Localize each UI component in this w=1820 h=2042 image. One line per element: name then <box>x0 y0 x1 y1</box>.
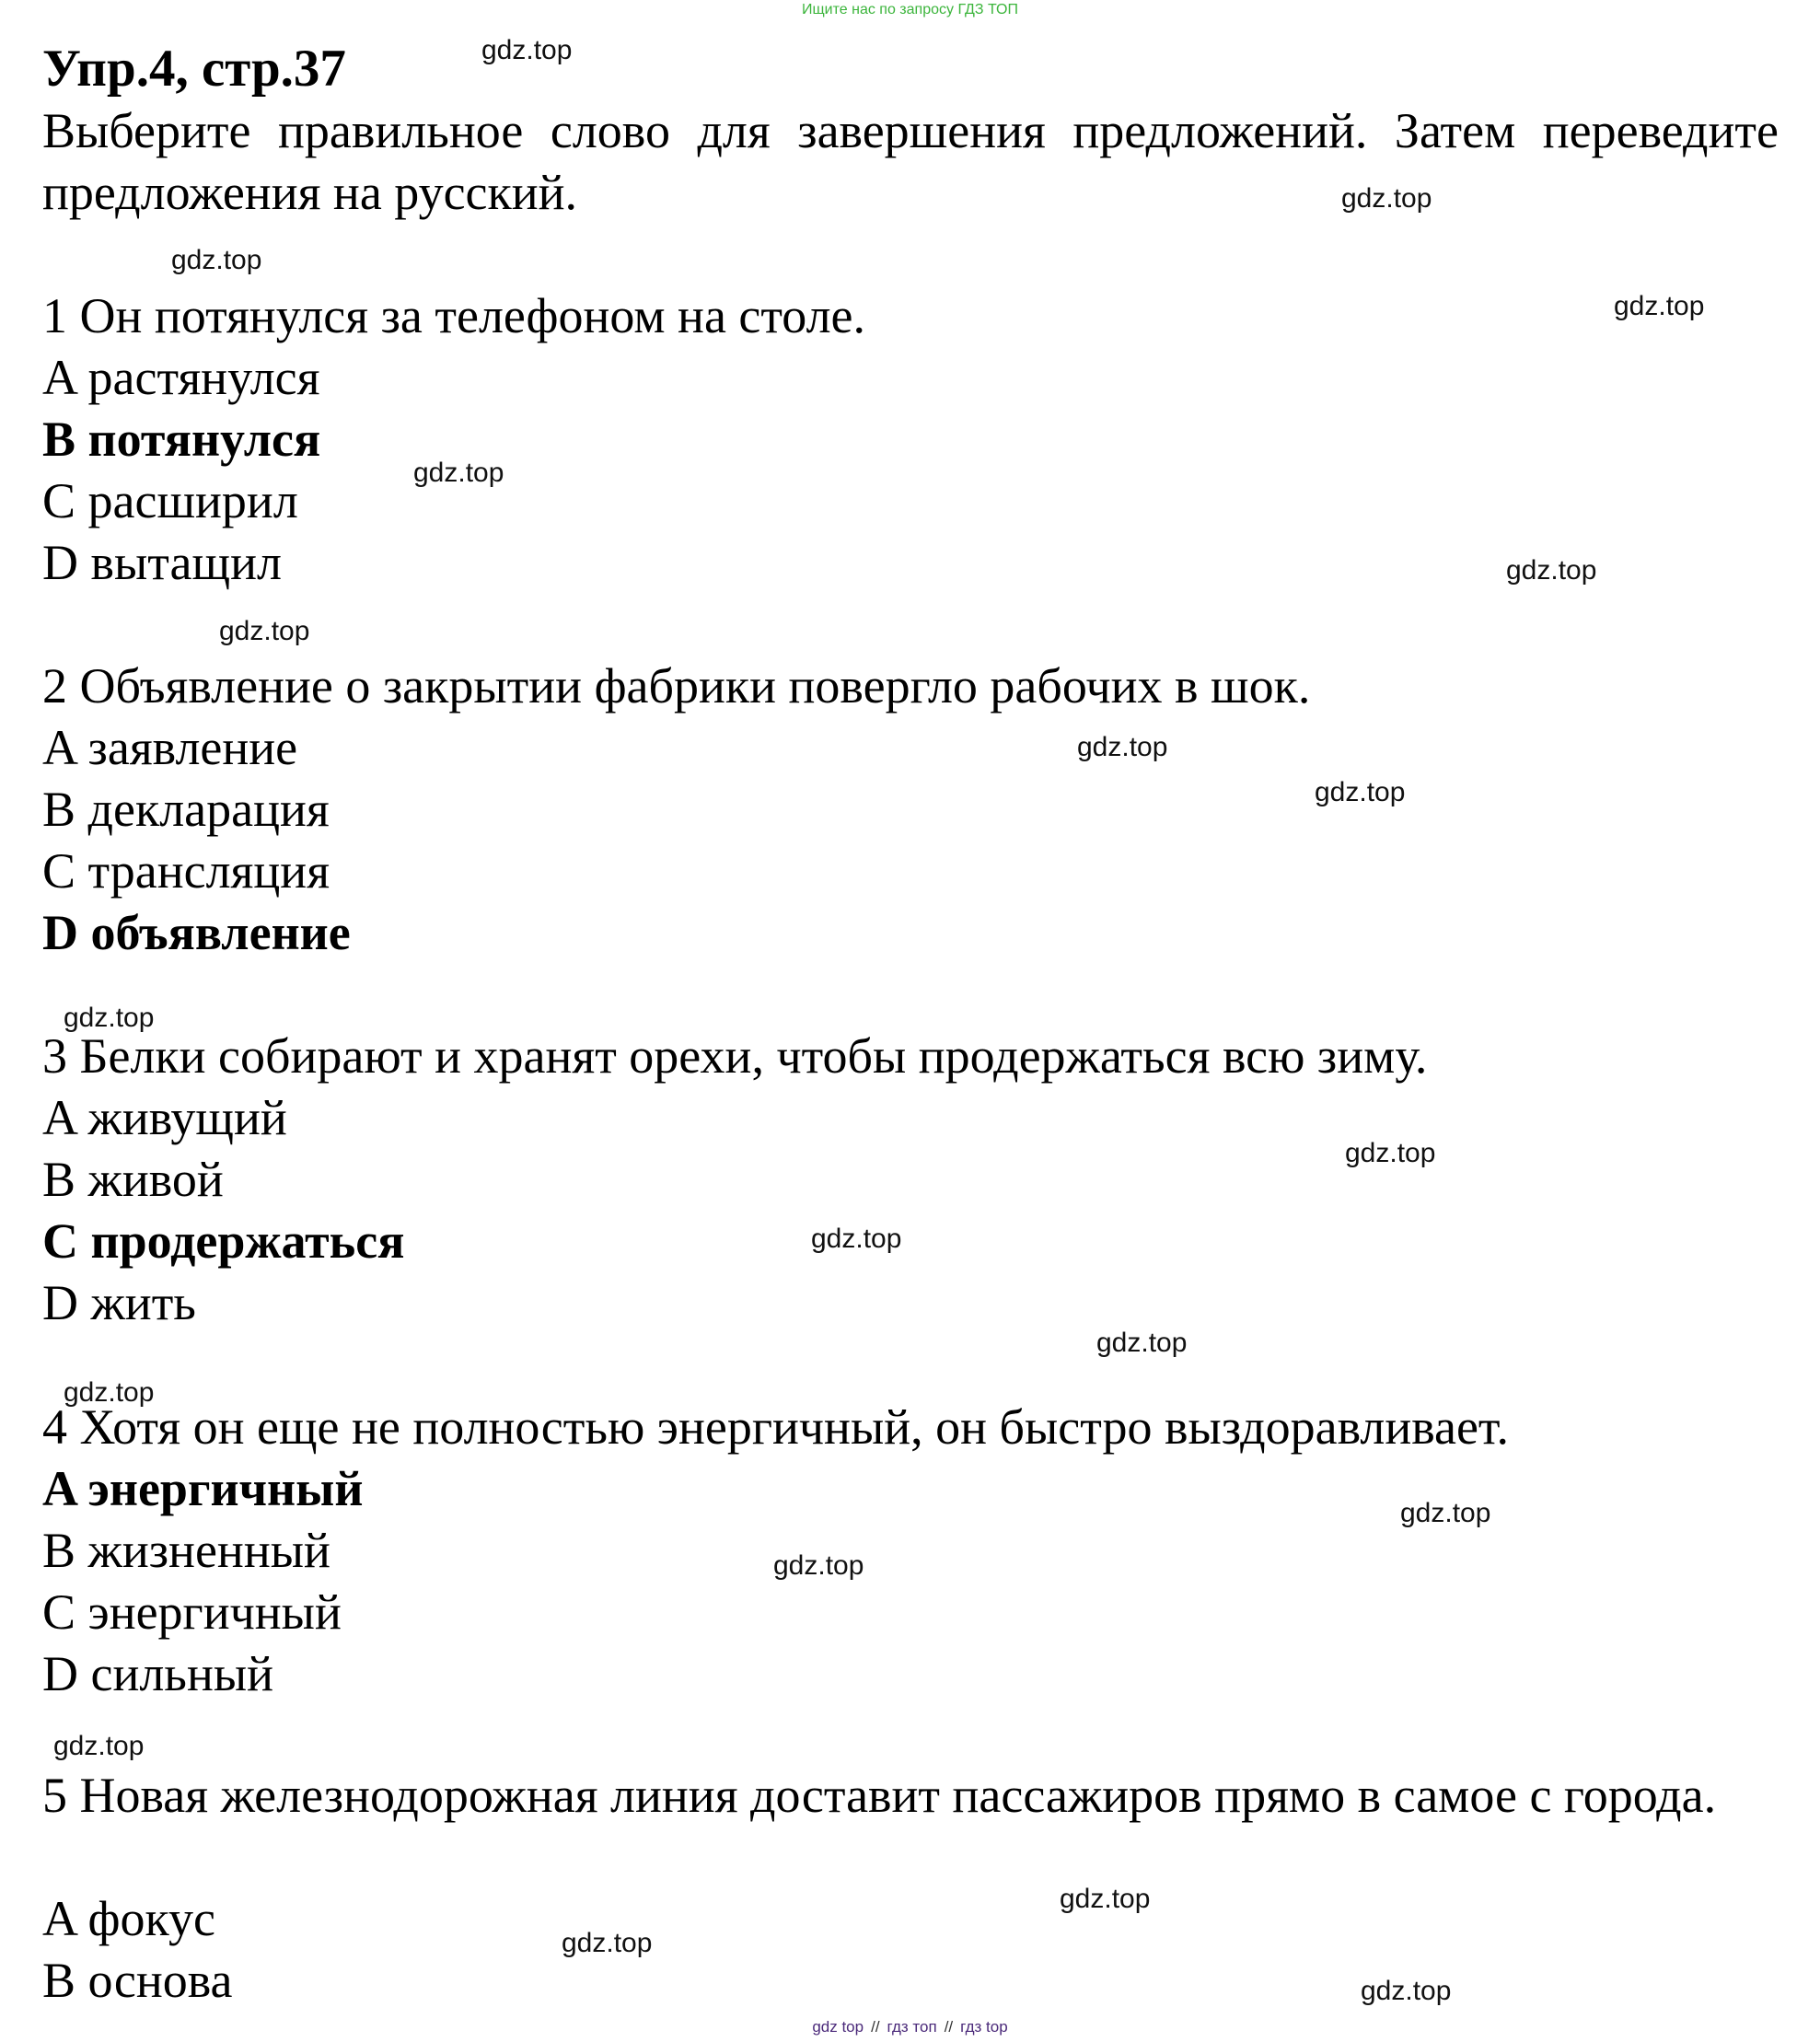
question-2-option-a: A заявление <box>42 720 298 775</box>
question-2-text: 2 Объявление о закрытии фабрики повергло рабочих в шок. <box>42 658 1311 714</box>
watermark: gdz.top <box>1060 1884 1151 1914</box>
question-2-option-d-correct: D объявление <box>42 905 351 960</box>
watermark: gdz.top <box>1361 1976 1452 2006</box>
watermark: gdz.top <box>413 458 504 488</box>
watermark: gdz.top <box>1345 1138 1436 1168</box>
bottom-banner-item[interactable]: гдз топ <box>887 2018 937 2036</box>
question-4-option-d: D сильный <box>42 1646 274 1701</box>
bottom-banner-item[interactable]: гдз top <box>960 2018 1008 2036</box>
question-3-option-c-correct: C продержаться <box>42 1213 405 1269</box>
watermark: gdz.top <box>1096 1328 1188 1358</box>
watermark: gdz.top <box>64 1377 155 1408</box>
watermark: gdz.top <box>1400 1498 1491 1528</box>
watermark: gdz.top <box>1077 732 1168 762</box>
question-3-text: 3 Белки собирают и хранят орехи, чтобы продержаться всю зиму. <box>42 1028 1428 1084</box>
question-4-option-a-correct: A энергичный <box>42 1461 364 1516</box>
question-4-option-c: C энергичный <box>42 1584 342 1640</box>
question-3-option-b: B живой <box>42 1152 224 1207</box>
watermark: gdz.top <box>53 1731 145 1761</box>
question-4-text: 4 Хотя он еще не полностью энергичный, он быстро выздоравливает. <box>42 1399 1509 1455</box>
question-3-option-d: D жить <box>42 1275 196 1330</box>
question-2-option-c: C трансляция <box>42 843 330 899</box>
watermark: gdz.top <box>811 1224 902 1254</box>
question-5-option-b: B основа <box>42 1953 233 2008</box>
watermark: gdz.top <box>171 245 262 275</box>
watermark: gdz.top <box>1315 777 1406 807</box>
question-4-option-b: B жизненный <box>42 1523 330 1578</box>
watermark: gdz.top <box>1614 291 1705 321</box>
question-1-option-b-correct: B потянулся <box>42 412 321 467</box>
watermark: gdz.top <box>1341 183 1432 214</box>
watermark: gdz.top <box>562 1928 653 1958</box>
bottom-banner-item[interactable]: gdz top <box>812 2018 864 2036</box>
question-1-option-d: D вытащил <box>42 535 282 590</box>
bottom-banner-separator: // <box>871 2018 880 2036</box>
bottom-banner-separator: // <box>944 2018 954 2036</box>
bottom-banner[interactable] <box>0 2018 1820 2036</box>
question-5-text: 5 Новая железнодорожная линия доставит пассажиров прямо в самое с города. <box>42 1768 1717 1823</box>
top-banner[interactable]: Ищите нас по запросу ГДЗ ТОП <box>802 2 1018 17</box>
watermark: gdz.top <box>64 1003 155 1033</box>
question-5-option-a: A фокус <box>42 1891 215 1946</box>
question-1-option-c: C расширил <box>42 473 298 528</box>
question-1-option-a: A растянулся <box>42 350 320 405</box>
watermark: gdz.top <box>481 35 573 65</box>
question-2-option-b: B декларация <box>42 782 330 837</box>
instructions: Выберите правильное слово для завершения предложений. Затем переведите предложения на русский. <box>42 103 1779 220</box>
question-1-text: 1 Он потянулся за телефоном на столе. <box>42 288 865 343</box>
watermark: gdz.top <box>773 1550 864 1581</box>
watermark: gdz.top <box>1506 555 1597 586</box>
watermark: gdz.top <box>219 616 310 646</box>
question-3-option-a: A живущий <box>42 1090 287 1145</box>
page-title: Упр.4, стр.37 <box>42 40 346 98</box>
